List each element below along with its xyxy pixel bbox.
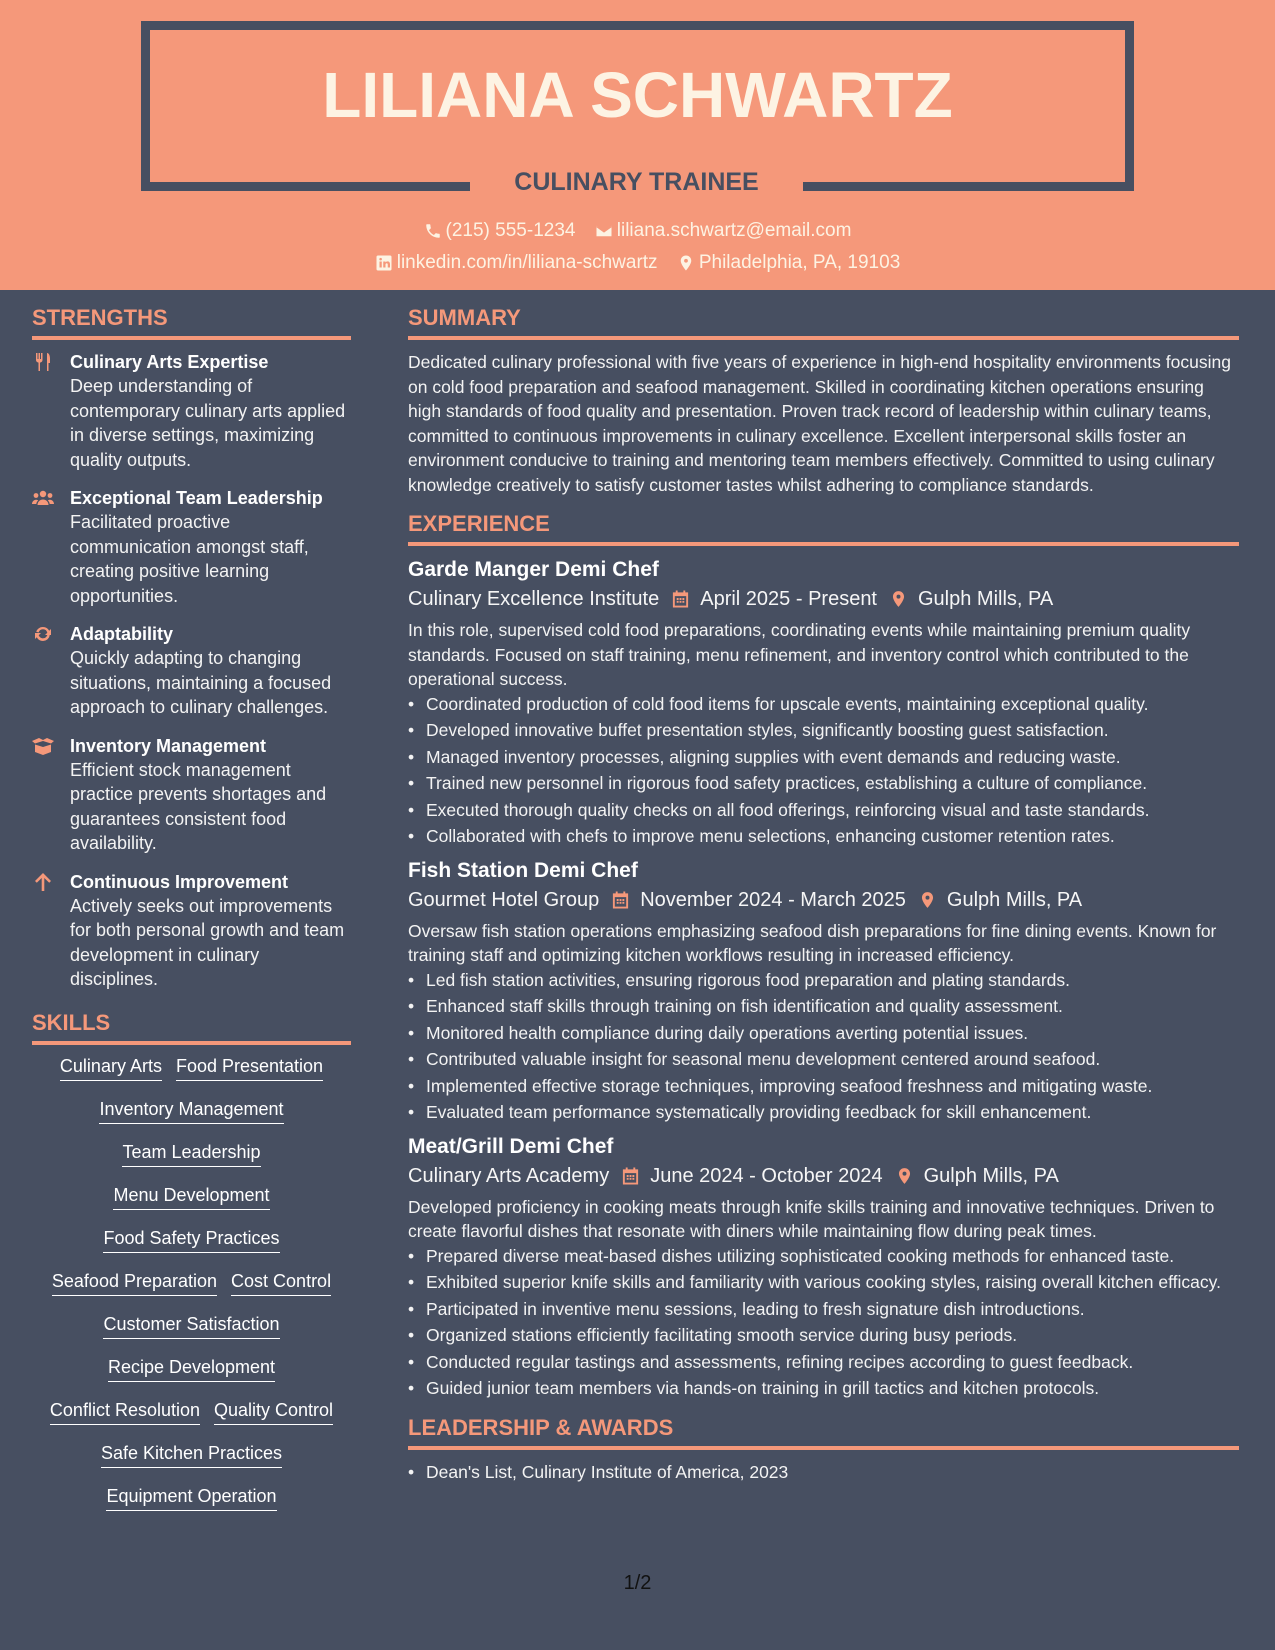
calendar-icon [611, 890, 630, 910]
contact-row-1 [0, 220, 1275, 246]
skill-row [32, 1313, 351, 1339]
experience-heading: EXPERIENCE [408, 511, 1239, 546]
job-meta [408, 1161, 1239, 1191]
summary-text: Dedicated culinary professional with five years of experience in high-end hospitality environments focusing on cold food preparation and seafood management. Skilled in coordinating kitchen operations ensuring high standards of food quality and presentation. Proven track record of leadership within culinary teams, committed to continuous improvements in culinary excellence. Excellent interpersonal skills foster an environment conducive to training and mentoring team members effectively. Committed to using culinary knowledge creatively to satisfy customer tastes whilst adhering to compliance standards. [408, 352, 1231, 495]
list-item: • Evaluated team performance systematically providing feedback for skill enhancement. [408, 1100, 1239, 1125]
strength-item [32, 486, 351, 608]
job-meta [408, 584, 1239, 614]
right-column [408, 305, 1239, 1492]
strength-title: Exceptional Team Leadership [70, 488, 323, 508]
skill-tag: Seafood Preparation [52, 1270, 217, 1296]
company-name: Culinary Arts Academy [408, 1164, 610, 1187]
calendar-icon [621, 1166, 640, 1186]
map-pin-icon [889, 589, 908, 609]
skill-tag: Equipment Operation [106, 1485, 276, 1511]
phone-text: (215) 555-1234 [445, 220, 576, 241]
skill-tag: Cost Control [231, 1270, 331, 1296]
job-description: Oversaw fish station operations emphasizing seafood dish preparations for fine dining events. Known for training staff and optimizing kitchen workflows resulting in increased efficiency. [408, 920, 1217, 965]
skill-tag: Conflict Resolution [50, 1399, 200, 1425]
list-item: • Managed inventory processes, aligning supplies with event demands and reducing waste. [408, 745, 1239, 770]
email-text: liliana.schwartz@email.com [616, 220, 852, 241]
envelope-icon [595, 222, 613, 240]
list-item: • Contributed valuable insight for seasonal menu development centered around seafood. [408, 1047, 1239, 1072]
location-contact [677, 252, 900, 274]
job-description: Developed proficiency in cooking meats through knife skills training and innovative techniques. Driven to create flavorful dishes that resonate with diners while maintaining flow during peak times. [408, 1196, 1215, 1241]
list-item: • Participated in inventive menu sessions, leading to fresh signature dish introductions. [408, 1297, 1239, 1322]
strength-title: Continuous Improvement [70, 871, 289, 892]
skill-row [32, 1055, 351, 1081]
skill-tag: Safe Kitchen Practices [101, 1442, 282, 1468]
summary-heading: SUMMARY [408, 305, 1239, 340]
utensils-icon [32, 352, 54, 372]
list-item: • Organized stations efficiently facilitating smooth service during busy periods. [408, 1323, 1239, 1348]
map-pin-icon [895, 1166, 914, 1186]
list-item: • Coordinated production of cold food items for upscale events, maintaining exceptional quality. [408, 692, 1239, 717]
job-title-heading: CULINARY TRAINEE [514, 168, 759, 196]
skill-tag: Recipe Development [108, 1356, 275, 1382]
calendar-icon [671, 589, 690, 609]
job-dates: November 2024 - March 2025 [640, 888, 906, 911]
company-name: Gourmet Hotel Group [408, 888, 600, 911]
job-dates: June 2024 - October 2024 [650, 1164, 883, 1187]
skill-row [32, 1399, 351, 1425]
job-meta [408, 885, 1239, 915]
list-item: • Executed thorough quality checks on all food offerings, reinforcing visual and taste standards. [408, 798, 1239, 823]
skills-list [32, 1055, 351, 1511]
box-open-icon [32, 736, 54, 756]
strengths-heading: STRENGTHS [32, 305, 351, 340]
linkedin-contact[interactable] [375, 252, 658, 274]
page-number: 1/2 [623, 1572, 652, 1594]
strength-item [32, 622, 351, 720]
list-item: • Prepared diverse meat-based dishes utilizing sophisticated cooking methods for enhanced taste. [408, 1244, 1239, 1269]
job-title: Fish Station Demi Chef [408, 858, 638, 882]
map-pin-icon [918, 890, 937, 910]
users-icon [32, 488, 54, 508]
list-item: • Implemented effective storage techniques, improving seafood freshness and mitigating waste. [408, 1074, 1239, 1099]
phone-contact[interactable] [424, 220, 576, 242]
skill-row [32, 1098, 351, 1124]
list-item: • Developed innovative buffet presentation styles, significantly boosting guest satisfaction. [408, 718, 1239, 743]
skills-heading: SKILLS [32, 1010, 351, 1045]
skill-tag: Quality Control [214, 1399, 333, 1425]
job-location: Gulph Mills, PA [946, 888, 1083, 911]
sync-icon [32, 624, 54, 644]
list-item: • Guided junior team members via hands-on training in grill tactics and kitchen protocols. [408, 1376, 1239, 1401]
strength-title: Inventory Management [70, 735, 267, 756]
strength-title: Adaptability [70, 624, 174, 644]
linkedin-text: linkedin.com/in/liliana-schwartz [396, 252, 658, 273]
skill-tag: Culinary Arts [60, 1055, 162, 1081]
strength-description: Quickly adapting to changing situations, maintaining a focused approach to culinary challenges. [70, 648, 332, 717]
candidate-name: LILIANA SCHWARTZ [322, 59, 953, 131]
skill-row [32, 1442, 351, 1468]
strength-description: Facilitated proactive communication amongst staff, creating positive learning opportunities. [70, 512, 309, 606]
list-item: • Collaborated with chefs to improve menu selections, enhancing customer retention rates. [408, 824, 1239, 849]
skill-row [32, 1356, 351, 1382]
job-entry [408, 857, 1239, 1125]
skill-row [32, 1485, 351, 1511]
strength-title: Culinary Arts Expertise [70, 352, 269, 372]
skill-tag: Food Safety Practices [103, 1227, 279, 1253]
arrow-up-icon [32, 872, 54, 892]
strength-item [32, 350, 351, 472]
list-item: • Exhibited superior knife skills and familiarity with various cooking styles, raising overall kitchen efficacy. [408, 1270, 1239, 1295]
list-item: • Monitored health compliance during daily operations averting potential issues. [408, 1021, 1239, 1046]
skill-tag: Customer Satisfaction [103, 1313, 279, 1339]
job-bullets [408, 968, 1239, 1125]
list-item: • Led fish station activities, ensuring rigorous food preparation and plating standards. [408, 968, 1239, 993]
skill-row [32, 1184, 351, 1210]
skill-row [32, 1270, 351, 1296]
job-bullets [408, 692, 1239, 849]
skill-tag: Food Presentation [176, 1055, 323, 1081]
company-name: Culinary Excellence Institute [408, 588, 660, 610]
list-item: • Trained new personnel in rigorous food safety practices, establishing a culture of compliance. [408, 771, 1239, 796]
job-entry [408, 1133, 1239, 1401]
email-contact[interactable] [595, 220, 852, 242]
linkedin-icon [375, 254, 393, 272]
job-entry [408, 556, 1239, 849]
skill-tag: Menu Development [113, 1184, 269, 1210]
skill-tag: Team Leadership [122, 1141, 260, 1167]
skill-row [32, 1141, 351, 1167]
leadership-list [408, 1460, 1239, 1485]
strength-item [32, 870, 351, 992]
leadership-heading: LEADERSHIP & AWARDS [408, 1415, 1239, 1450]
strength-description: Actively seeks out improvements for both personal growth and team development in culinary disciplines. [70, 895, 345, 989]
list-item: • Dean's List, Culinary Institute of America, 2023 [408, 1460, 1239, 1485]
location-text: Philadelphia, PA, 19103 [698, 252, 901, 273]
resume-header [0, 0, 1275, 290]
left-column [32, 305, 351, 1528]
job-location: Gulph Mills, PA [923, 1164, 1059, 1187]
map-pin-icon [677, 254, 695, 272]
contact-row-2 [0, 252, 1275, 278]
list-item: • Enhanced staff skills through training on fish identification and quality assessment. [408, 994, 1239, 1019]
list-item: • Conducted regular tastings and assessments, refining recipes according to guest feedback. [408, 1350, 1239, 1375]
job-bullets [408, 1244, 1239, 1401]
strength-item [32, 734, 351, 856]
strength-description: Efficient stock management practice prevents shortages and guarantees consistent food availability. [70, 759, 327, 853]
job-dates: April 2025 - Present [700, 588, 877, 610]
job-title: Meat/Grill Demi Chef [408, 1134, 614, 1158]
skill-tag: Inventory Management [99, 1098, 283, 1124]
job-location: Gulph Mills, PA [918, 588, 1054, 610]
strength-description: Deep understanding of contemporary culinary arts applied in diverse settings, maximizing quality outputs. [70, 376, 346, 470]
job-title: Garde Manger Demi Chef [408, 558, 659, 581]
job-description: In this role, supervised cold food preparations, coordinating events while maintaining premium quality standards. Focused on staff training, menu refinement, and inventory control which contributed to the operational success. [408, 620, 1191, 689]
phone-icon [424, 222, 442, 240]
skill-row [32, 1227, 351, 1253]
